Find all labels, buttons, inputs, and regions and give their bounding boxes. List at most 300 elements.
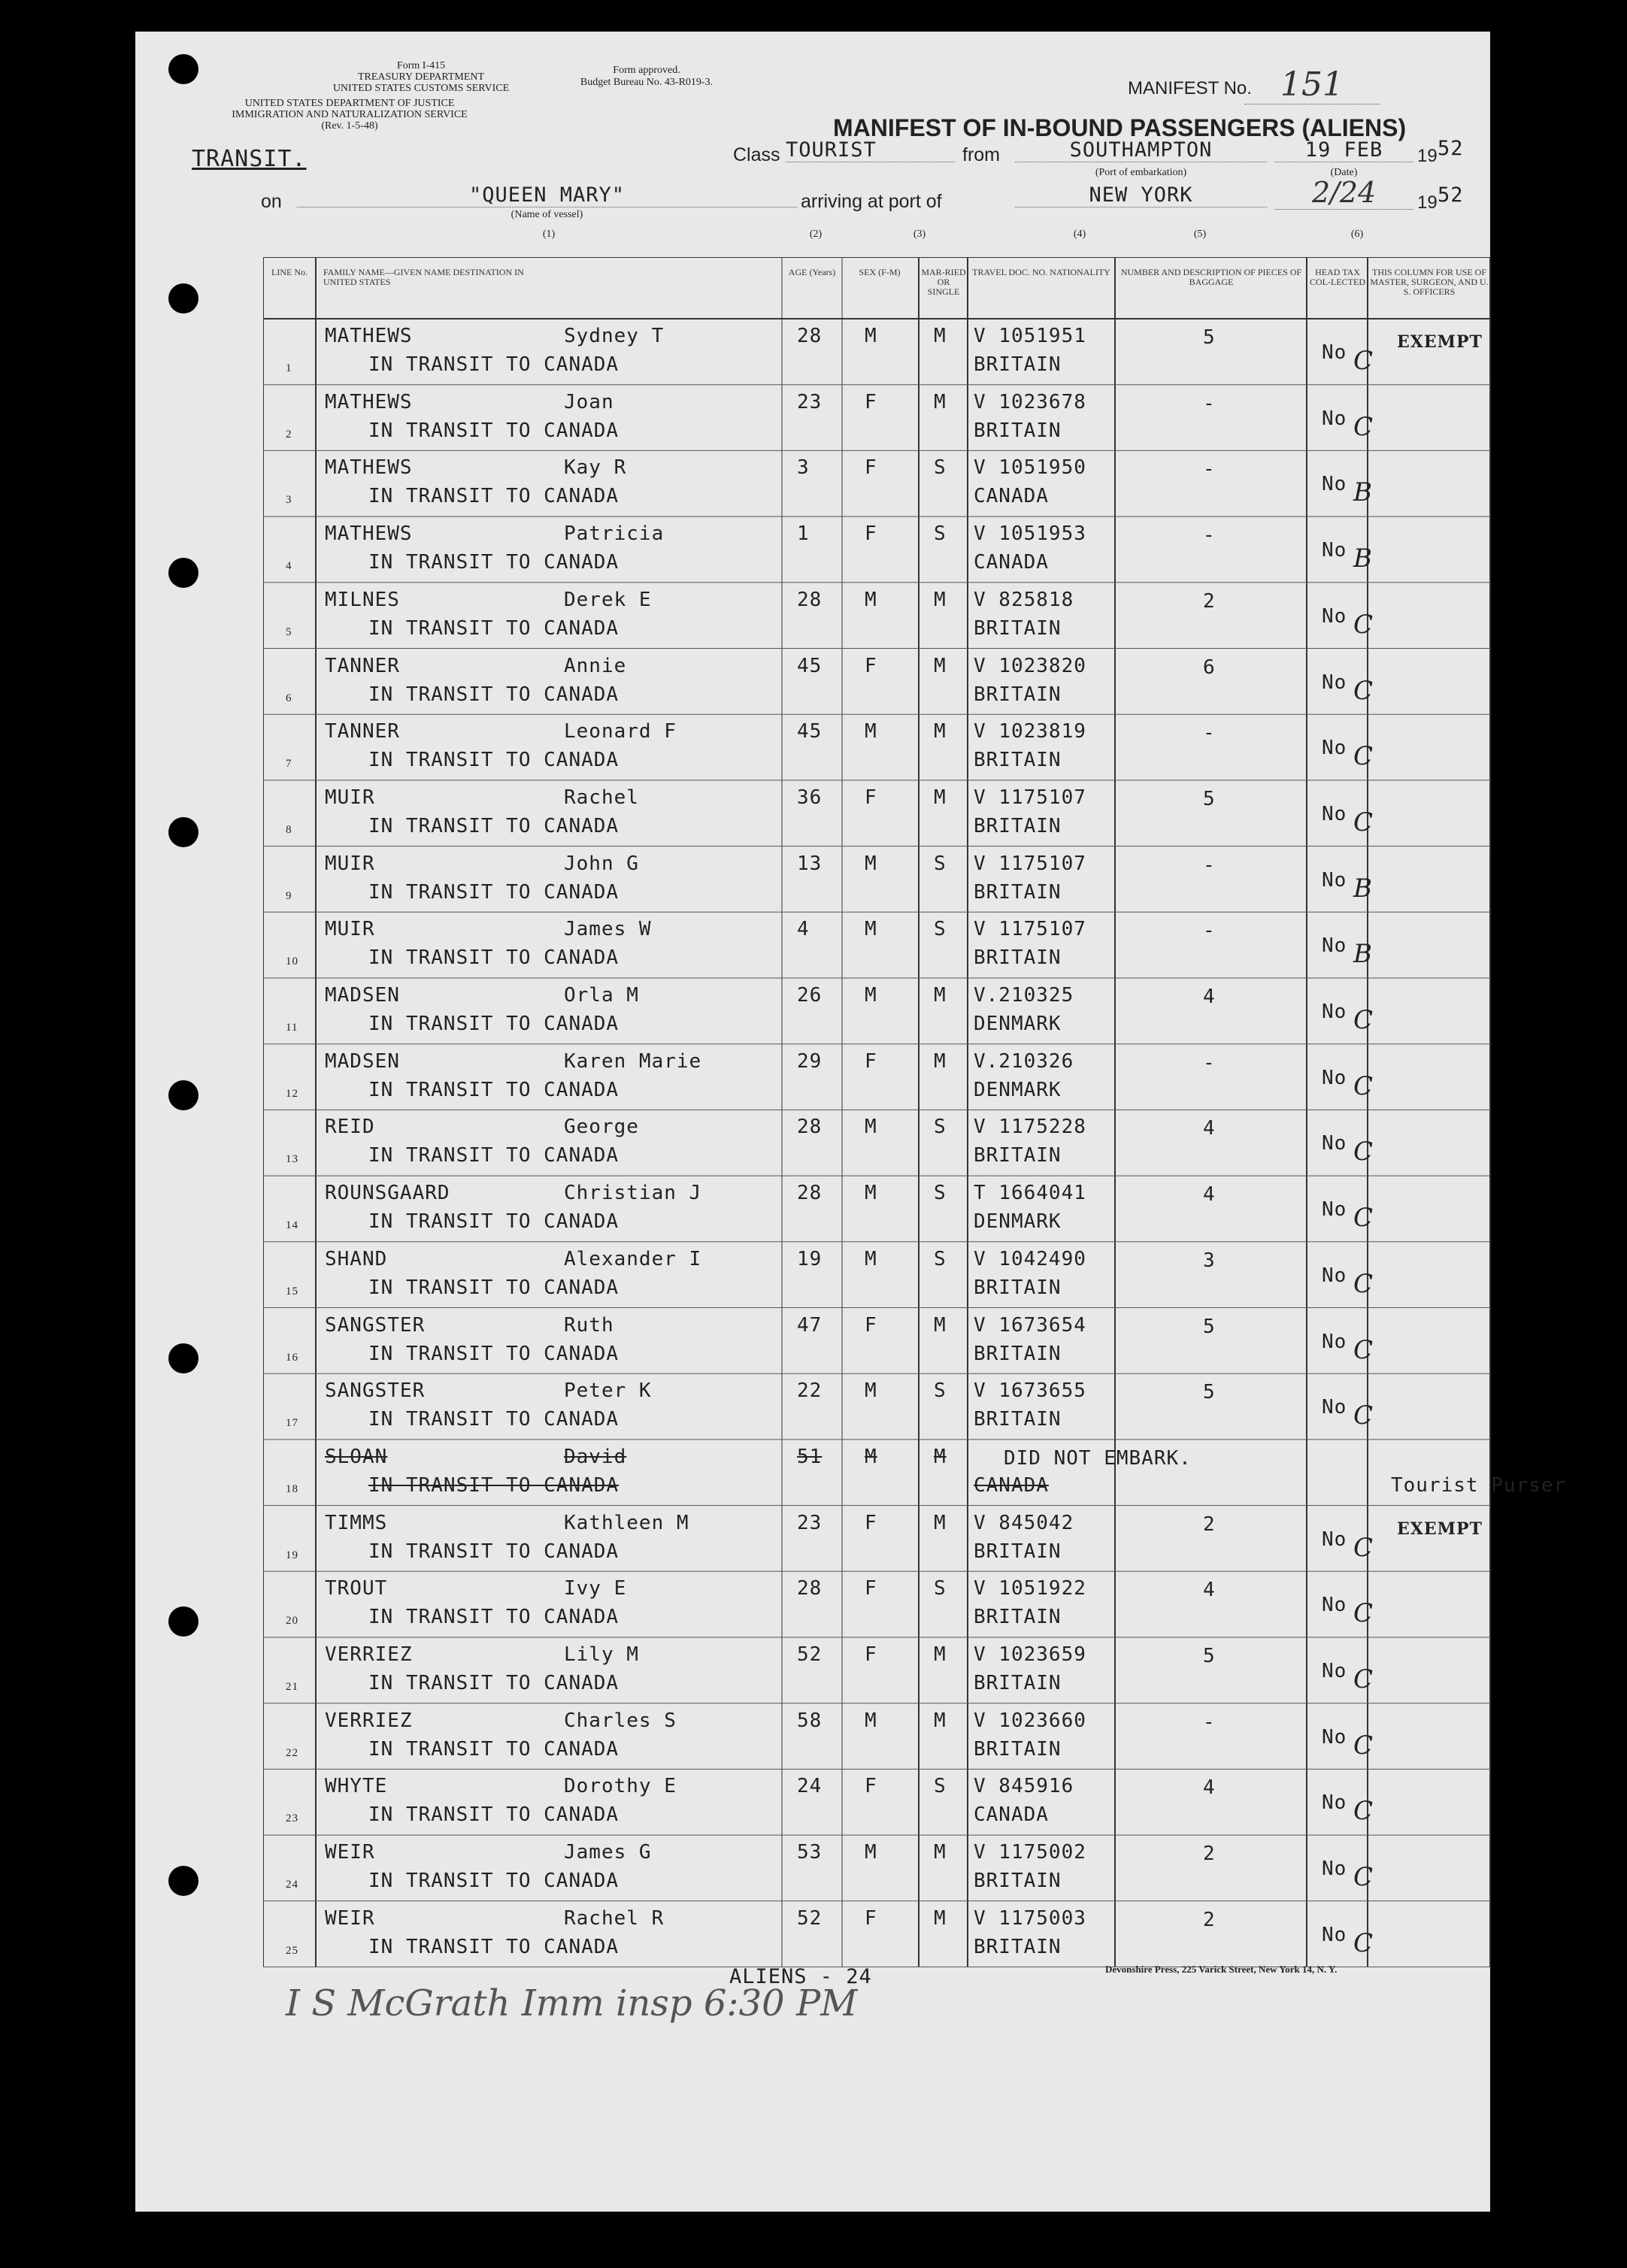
nationality: BRITAIN bbox=[974, 616, 1062, 640]
baggage: - bbox=[1203, 722, 1216, 745]
family-name: SANGSTER bbox=[325, 1313, 426, 1337]
tax-mark: C bbox=[1353, 1862, 1374, 1893]
table-row bbox=[263, 912, 1567, 978]
family-name: TROUT bbox=[325, 1577, 388, 1600]
age: 28 bbox=[797, 325, 823, 347]
age-header: AGE (Years) bbox=[788, 267, 836, 277]
travel-doc: V 1673655 bbox=[974, 1379, 1086, 1403]
head-tax: No bbox=[1322, 1858, 1347, 1881]
year-prefix-2: 19 bbox=[1417, 192, 1438, 213]
nationality: CANADA bbox=[974, 1803, 1049, 1827]
line-number: 18 bbox=[286, 1482, 298, 1495]
tax-mark: B bbox=[1353, 873, 1373, 904]
travel-doc: V 1175107 bbox=[974, 918, 1086, 941]
sex: F bbox=[865, 1906, 877, 1930]
tax-mark: C bbox=[1353, 1005, 1374, 1035]
destination: IN TRANSIT TO CANADA bbox=[368, 1013, 620, 1035]
head-tax: No bbox=[1322, 1066, 1347, 1089]
baggage: 2 bbox=[1203, 589, 1216, 613]
travel-doc: V 1042490 bbox=[974, 1247, 1086, 1270]
age: 26 bbox=[797, 984, 823, 1007]
customs-service: UNITED STATES CUSTOMS SERVICE bbox=[332, 83, 510, 94]
tax-mark: C bbox=[1353, 1598, 1374, 1629]
nationality: DENMARK bbox=[974, 1078, 1062, 1101]
given-name: Peter K bbox=[564, 1379, 652, 1403]
family-name: SHAND bbox=[325, 1247, 388, 1270]
baggage: 2 bbox=[1203, 1513, 1216, 1536]
col-num-4: (4) bbox=[1073, 229, 1086, 240]
age: 3 bbox=[797, 456, 810, 480]
family-name: TANNER bbox=[325, 654, 400, 677]
family-name: MATHEWS bbox=[325, 390, 413, 413]
transit-label: TRANSIT. bbox=[192, 146, 307, 172]
head-tax: No bbox=[1322, 1198, 1347, 1222]
marital-status: S bbox=[934, 1247, 947, 1270]
marital-status: M bbox=[934, 720, 947, 743]
marital-status: S bbox=[934, 522, 947, 546]
sex: M bbox=[865, 852, 877, 875]
tax-mark: C bbox=[1353, 346, 1374, 376]
head-tax: No bbox=[1322, 1660, 1347, 1682]
form-number: Form I-415 bbox=[396, 60, 446, 71]
tax-mark: C bbox=[1353, 411, 1374, 442]
travel-doc: V 1673654 bbox=[974, 1313, 1086, 1337]
sex: M bbox=[865, 1841, 877, 1864]
manifest-number: 151 bbox=[1244, 65, 1380, 104]
line-number: 13 bbox=[286, 1153, 298, 1166]
destination: IN TRANSIT TO CANADA bbox=[368, 551, 620, 574]
line-number: 14 bbox=[286, 1219, 298, 1232]
nationality: CANADA bbox=[974, 485, 1049, 508]
head-tax: No bbox=[1322, 802, 1347, 825]
punch-hole bbox=[168, 817, 198, 847]
nationality: BRITAIN bbox=[974, 1870, 1062, 1893]
sex: F bbox=[865, 522, 877, 546]
marital-status: S bbox=[934, 1379, 947, 1403]
sex: M bbox=[865, 1379, 877, 1403]
table-row bbox=[263, 1901, 1567, 1967]
col-num-1: (1) bbox=[542, 229, 556, 240]
marital-status: S bbox=[934, 1775, 947, 1798]
nationality: CANADA bbox=[974, 1473, 1049, 1497]
head-tax: No bbox=[1322, 1132, 1347, 1155]
marital-status: M bbox=[934, 1906, 947, 1930]
nationality: BRITAIN bbox=[974, 814, 1062, 837]
marital-status: M bbox=[934, 390, 947, 413]
destination: IN TRANSIT TO CANADA bbox=[368, 1276, 620, 1299]
doj-line2: IMMIGRATION AND NATURALIZATION SERVICE bbox=[232, 109, 468, 120]
given-name: George bbox=[564, 1116, 639, 1139]
head-tax: No bbox=[1322, 1594, 1347, 1617]
marital-status: M bbox=[934, 1049, 947, 1073]
age: 29 bbox=[797, 1049, 823, 1073]
name-header: FAMILY NAME—GIVEN NAME DESTINATION IN UNITED STATES bbox=[323, 267, 524, 287]
tax-mark: C bbox=[1353, 807, 1374, 837]
age: 28 bbox=[797, 1182, 823, 1205]
age: 52 bbox=[797, 1643, 823, 1666]
punch-hole bbox=[168, 1606, 198, 1637]
age: 53 bbox=[797, 1841, 823, 1864]
marital-status: M bbox=[934, 325, 947, 347]
age: 58 bbox=[797, 1709, 823, 1732]
nationality: BRITAIN bbox=[974, 1672, 1062, 1694]
arrival-port: NEW YORK bbox=[1015, 183, 1267, 207]
destination: IN TRANSIT TO CANADA bbox=[368, 1473, 620, 1497]
baggage: 6 bbox=[1203, 656, 1216, 679]
tax-mark: C bbox=[1353, 1532, 1374, 1563]
travel-doc: V 1175107 bbox=[974, 852, 1086, 875]
age: 1 bbox=[797, 522, 810, 546]
line-number: 4 bbox=[286, 560, 292, 573]
marital-status: M bbox=[934, 1313, 947, 1337]
arrival-year: 52 bbox=[1438, 183, 1464, 207]
table-row bbox=[263, 583, 1567, 649]
embark-port: SOUTHAMPTON bbox=[1015, 138, 1267, 162]
line-number: 1 bbox=[286, 362, 292, 374]
baggage: 2 bbox=[1203, 1908, 1216, 1931]
table-row bbox=[263, 1506, 1567, 1572]
tax-mark: B bbox=[1353, 939, 1373, 970]
sex: F bbox=[865, 1313, 877, 1337]
family-name: WHYTE bbox=[325, 1775, 388, 1798]
from-label: from bbox=[962, 144, 1000, 165]
table-row bbox=[263, 978, 1567, 1044]
age: 28 bbox=[797, 1577, 823, 1600]
line-number: 7 bbox=[286, 758, 292, 771]
table-row bbox=[263, 1373, 1567, 1440]
sex: F bbox=[865, 654, 877, 677]
nationality: DENMARK bbox=[974, 1210, 1062, 1234]
travel-doc: V 845042 bbox=[974, 1511, 1074, 1534]
family-name: SLOAN bbox=[325, 1445, 388, 1468]
travel-doc: V 1175107 bbox=[974, 786, 1086, 809]
nationality: BRITAIN bbox=[974, 419, 1062, 442]
manifest-page bbox=[135, 32, 1567, 2212]
sex: M bbox=[865, 1709, 877, 1732]
port-caption: (Port of embarkation) bbox=[1095, 167, 1187, 178]
embark-year: 52 bbox=[1438, 137, 1464, 160]
line-number: 19 bbox=[286, 1549, 298, 1561]
given-name: Kay R bbox=[564, 456, 627, 480]
punch-hole bbox=[168, 54, 198, 84]
head-tax: No bbox=[1322, 1001, 1347, 1023]
treasury-dept: TREASURY DEPARTMENT bbox=[357, 71, 485, 83]
table-row bbox=[263, 1703, 1567, 1770]
nationality: BRITAIN bbox=[974, 1276, 1062, 1299]
head-tax: No bbox=[1322, 868, 1347, 892]
tax-mark: C bbox=[1353, 1334, 1374, 1365]
marital-status: S bbox=[934, 1577, 947, 1600]
line-number: 3 bbox=[286, 494, 292, 507]
baggage: 3 bbox=[1203, 1249, 1216, 1272]
destination: IN TRANSIT TO CANADA bbox=[368, 749, 620, 772]
given-name: John G bbox=[564, 852, 639, 875]
given-name: Leonard F bbox=[564, 720, 677, 743]
travel-doc: V.210325 bbox=[974, 984, 1074, 1007]
arrival-date: 2/24 bbox=[1274, 176, 1413, 210]
table-row bbox=[263, 1242, 1567, 1308]
destination: IN TRANSIT TO CANADA bbox=[368, 353, 620, 376]
head-tax: No bbox=[1322, 737, 1347, 760]
age: 51 bbox=[797, 1445, 823, 1468]
marital-status: M bbox=[934, 1643, 947, 1666]
col-num-2: (2) bbox=[809, 229, 823, 240]
nationality: BRITAIN bbox=[974, 946, 1062, 970]
age: 45 bbox=[797, 720, 823, 743]
col-num-5: (5) bbox=[1193, 229, 1207, 240]
manifest-table bbox=[263, 257, 1567, 1967]
destination: IN TRANSIT TO CANADA bbox=[368, 419, 620, 442]
line-number: 6 bbox=[286, 692, 292, 704]
sex: M bbox=[865, 984, 877, 1007]
family-name: SANGSTER bbox=[325, 1379, 426, 1403]
head-tax: No bbox=[1322, 604, 1347, 628]
sex: M bbox=[865, 325, 877, 347]
nationality: BRITAIN bbox=[974, 1342, 1062, 1365]
head-tax: No bbox=[1322, 407, 1347, 430]
given-name: Ivy E bbox=[564, 1577, 627, 1600]
date-caption: (Date) bbox=[1330, 167, 1358, 178]
table-row bbox=[263, 1769, 1567, 1835]
given-name: James G bbox=[564, 1841, 652, 1864]
travel-doc: V 1023678 bbox=[974, 390, 1086, 413]
given-name: Patricia bbox=[564, 522, 665, 546]
travel-doc: V 1023819 bbox=[974, 720, 1086, 743]
age: 23 bbox=[797, 1511, 823, 1534]
punch-hole bbox=[168, 1866, 198, 1896]
sex: M bbox=[865, 1247, 877, 1270]
sex: F bbox=[865, 390, 877, 413]
given-name: Ruth bbox=[564, 1313, 614, 1337]
marital-status: M bbox=[934, 654, 947, 677]
nationality: BRITAIN bbox=[974, 880, 1062, 904]
line-number: 2 bbox=[286, 428, 292, 441]
marital-status: M bbox=[934, 1445, 947, 1468]
family-name: WEIR bbox=[325, 1841, 375, 1864]
tax-mark: C bbox=[1353, 675, 1374, 706]
line-number: 20 bbox=[286, 1615, 298, 1628]
baggage: 4 bbox=[1203, 1579, 1216, 1602]
tax-mark: C bbox=[1353, 609, 1374, 640]
punch-hole bbox=[168, 1080, 198, 1110]
nationality: BRITAIN bbox=[974, 1606, 1062, 1629]
baggage: - bbox=[1203, 524, 1216, 547]
head-tax: No bbox=[1322, 341, 1347, 364]
given-name: Kathleen M bbox=[564, 1511, 689, 1534]
sex: M bbox=[865, 720, 877, 743]
officer-note: Tourist Purser bbox=[1391, 1473, 1567, 1497]
travel-doc-header: TRAVEL DOC. NO. NATIONALITY bbox=[972, 267, 1110, 277]
family-name: ROUNSGAARD bbox=[325, 1182, 450, 1205]
travel-doc: V 1023820 bbox=[974, 654, 1086, 677]
marital-status: M bbox=[934, 1511, 947, 1534]
baggage: - bbox=[1203, 1710, 1216, 1734]
destination: IN TRANSIT TO CANADA bbox=[368, 616, 620, 640]
table-row bbox=[263, 1440, 1567, 1506]
sex: F bbox=[865, 456, 877, 480]
aliens-total: ALIENS - 24 bbox=[729, 1965, 872, 1988]
destination: IN TRANSIT TO CANADA bbox=[368, 880, 620, 904]
form-approved: Form approved. bbox=[613, 65, 680, 76]
family-name: MUIR bbox=[325, 918, 375, 941]
nationality: BRITAIN bbox=[974, 1144, 1062, 1167]
vessel-name: "QUEEN MARY" bbox=[297, 183, 797, 207]
line-number: 23 bbox=[286, 1812, 298, 1825]
budget-bureau: Budget Bureau No. 43-R019-3. bbox=[580, 77, 714, 88]
punch-hole bbox=[168, 1343, 198, 1373]
family-name: WEIR bbox=[325, 1906, 375, 1930]
given-name: Rachel bbox=[564, 786, 639, 809]
family-name: MATHEWS bbox=[325, 325, 413, 347]
destination: IN TRANSIT TO CANADA bbox=[368, 1408, 620, 1431]
baggage: - bbox=[1203, 392, 1216, 415]
baggage: - bbox=[1203, 853, 1216, 877]
nationality: BRITAIN bbox=[974, 353, 1062, 376]
married-header: MAR-RIED OR SINGLE bbox=[921, 267, 966, 297]
table-row bbox=[263, 649, 1567, 715]
travel-doc: V 1175228 bbox=[974, 1116, 1086, 1139]
line-number: 17 bbox=[286, 1417, 298, 1430]
marital-status: S bbox=[934, 852, 947, 875]
tax-mark: C bbox=[1353, 1664, 1374, 1694]
marital-status: S bbox=[934, 456, 947, 480]
head-tax: No bbox=[1322, 1396, 1347, 1419]
destination: IN TRANSIT TO CANADA bbox=[368, 1342, 620, 1365]
baggage: 5 bbox=[1203, 1645, 1216, 1667]
destination: IN TRANSIT TO CANADA bbox=[368, 1672, 620, 1694]
travel-doc: V 825818 bbox=[974, 588, 1074, 611]
line-number: 5 bbox=[286, 625, 292, 638]
age: 45 bbox=[797, 654, 823, 677]
table-row bbox=[263, 1044, 1567, 1110]
inspector-signature: I S McGrath Imm insp 6:30 PM bbox=[286, 1982, 858, 2024]
travel-doc: V 1023660 bbox=[974, 1709, 1086, 1732]
tax-mark: C bbox=[1353, 1137, 1374, 1167]
marital-status: M bbox=[934, 588, 947, 611]
head-tax: No bbox=[1322, 934, 1347, 958]
family-name: MATHEWS bbox=[325, 522, 413, 546]
officers-header: THIS COLUMN FOR USE OF MASTER, SURGEON, AND U. S. OFFICERS bbox=[1370, 267, 1489, 297]
line-number: 16 bbox=[286, 1351, 298, 1364]
line-number: 15 bbox=[286, 1285, 298, 1298]
officer-note: EXEMPT bbox=[1397, 1519, 1483, 1539]
class-label: Class bbox=[733, 144, 780, 165]
family-name: MUIR bbox=[325, 786, 375, 809]
family-name: MATHEWS bbox=[325, 456, 413, 480]
tax-mark: B bbox=[1353, 544, 1373, 574]
destination: IN TRANSIT TO CANADA bbox=[368, 814, 620, 837]
destination: IN TRANSIT TO CANADA bbox=[368, 1144, 620, 1167]
destination: IN TRANSIT TO CANADA bbox=[368, 1210, 620, 1234]
sex-header: SEX (F-M) bbox=[859, 267, 901, 277]
travel-doc: V 1175003 bbox=[974, 1906, 1086, 1930]
given-name: Christian J bbox=[564, 1182, 702, 1205]
tax-mark: C bbox=[1353, 1400, 1374, 1431]
baggage: 5 bbox=[1203, 1315, 1216, 1338]
travel-doc: V 1051922 bbox=[974, 1577, 1086, 1600]
travel-doc: V 1023659 bbox=[974, 1643, 1086, 1666]
marital-status: M bbox=[934, 984, 947, 1007]
age: 13 bbox=[797, 852, 823, 875]
table-row bbox=[263, 1571, 1567, 1637]
head-tax: No bbox=[1322, 539, 1347, 562]
line-number: 11 bbox=[286, 1022, 298, 1034]
manifest-title: MANIFEST OF IN-BOUND PASSENGERS (ALIENS) bbox=[833, 114, 1407, 141]
sex: M bbox=[865, 1182, 877, 1205]
baggage-header: NUMBER AND DESCRIPTION OF PIECES OF BAGGAGE bbox=[1120, 267, 1302, 287]
head-tax: No bbox=[1322, 473, 1347, 496]
baggage: DID NOT EMBARK. bbox=[1004, 1446, 1192, 1470]
marital-status: M bbox=[934, 1709, 947, 1732]
head-tax: No bbox=[1322, 1725, 1347, 1749]
sex: M bbox=[865, 1445, 877, 1468]
family-name: VERRIEZ bbox=[325, 1643, 413, 1666]
table-row bbox=[263, 780, 1567, 846]
destination: IN TRANSIT TO CANADA bbox=[368, 1803, 620, 1827]
given-name: Derek E bbox=[564, 588, 652, 611]
line-number: 10 bbox=[286, 955, 298, 968]
travel-doc: T 1664041 bbox=[974, 1182, 1086, 1205]
table-row bbox=[263, 516, 1567, 583]
destination: IN TRANSIT TO CANADA bbox=[368, 946, 620, 970]
class-value: TOURIST bbox=[786, 138, 955, 162]
marital-status: M bbox=[934, 786, 947, 809]
given-name: Sydney T bbox=[564, 325, 665, 347]
head-tax: No bbox=[1322, 1264, 1347, 1287]
given-name: Dorothy E bbox=[564, 1775, 677, 1798]
baggage: 4 bbox=[1203, 1776, 1216, 1800]
family-name: MADSEN bbox=[325, 984, 400, 1007]
given-name: Rachel R bbox=[564, 1906, 665, 1930]
sex: M bbox=[865, 918, 877, 941]
baggage: - bbox=[1203, 919, 1216, 943]
officer-note: EXEMPT bbox=[1397, 332, 1483, 352]
age: 52 bbox=[797, 1906, 823, 1930]
line-number: 21 bbox=[286, 1681, 298, 1693]
table-row bbox=[263, 450, 1567, 516]
table-row bbox=[263, 1637, 1567, 1703]
given-name: Karen Marie bbox=[564, 1049, 702, 1073]
age: 19 bbox=[797, 1247, 823, 1270]
table-row bbox=[263, 1308, 1567, 1374]
tax-mark: C bbox=[1353, 1268, 1374, 1299]
baggage: - bbox=[1203, 458, 1216, 481]
nationality: BRITAIN bbox=[974, 1540, 1062, 1563]
line-number: 25 bbox=[286, 1944, 298, 1957]
head-tax: No bbox=[1322, 1791, 1347, 1815]
tax-mark: C bbox=[1353, 741, 1374, 772]
embark-date: 19 FEB bbox=[1274, 138, 1413, 162]
baggage: 5 bbox=[1203, 326, 1216, 349]
travel-doc: V 845916 bbox=[974, 1775, 1074, 1798]
tax-mark: B bbox=[1353, 477, 1373, 508]
line-no-header: LINE No. bbox=[271, 267, 308, 277]
family-name: MILNES bbox=[325, 588, 400, 611]
given-name: Lily M bbox=[564, 1643, 639, 1666]
given-name: Annie bbox=[564, 654, 627, 677]
head-tax: No bbox=[1322, 671, 1347, 694]
sex: F bbox=[865, 1775, 877, 1798]
destination: IN TRANSIT TO CANADA bbox=[368, 1078, 620, 1101]
head-tax: No bbox=[1322, 1528, 1347, 1551]
manifest-no-label: MANIFEST No. bbox=[1128, 78, 1252, 98]
marital-status: M bbox=[934, 1841, 947, 1864]
vessel-caption: (Name of vessel) bbox=[511, 209, 583, 220]
destination: IN TRANSIT TO CANADA bbox=[368, 1870, 620, 1893]
baggage: 4 bbox=[1203, 1183, 1216, 1207]
line-number: 24 bbox=[286, 1879, 298, 1891]
tax-mark: C bbox=[1353, 1927, 1374, 1958]
